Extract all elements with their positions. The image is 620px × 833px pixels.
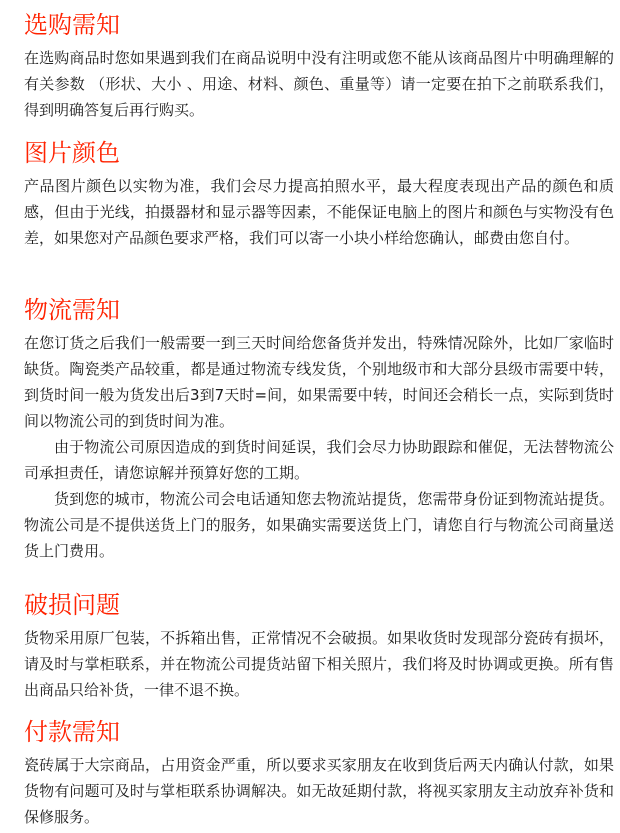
section-purchase-notice bbox=[24, 5, 614, 123]
section-title-payment-notice: 付款需知 bbox=[24, 718, 120, 746]
paragraph-logistics-3: 货到您的城市，物流公司会电话通知您去物流站提货，您需带身份证到物流站提货。物流公司是不提供送货上门的服务，如果确实需要送货上门，请您自行与物流公司商量送货上门费用。 bbox=[24, 490, 614, 560]
section-payment-notice bbox=[24, 712, 614, 830]
paragraph-payment-notice: 瓷砖属于大宗商品，占用资金严重，所以要求买家朋友在收到货后两天内确认付款，如果货物有问题可及时与掌柜联系协调解决。如无故延期付款，将视买家朋友主动放弃补货和保修服务。 bbox=[24, 756, 614, 826]
section-title-picture-color: 图片颜色 bbox=[24, 139, 120, 167]
section-title-damage-issues: 破损问题 bbox=[24, 591, 120, 619]
paragraph-logistics-2: 由于物流公司原因造成的到货时间延误，我们会尽力协助跟踪和催促，无法替物流公司承担责任，请您谅解并预算好您的工期。 bbox=[24, 438, 614, 482]
section-damage-issues bbox=[24, 585, 614, 703]
section-title-purchase-notice: 选购需知 bbox=[24, 11, 120, 39]
section-logistics-notice bbox=[24, 290, 614, 564]
paragraph-picture-color: 产品图片颜色以实物为准，我们会尽力提高拍照水平，最大程度表现出产品的颜色和质感，但由于光线，拍摄器材和显示器等因素，不能保证电脑上的图片和颜色与实物没有色差，如果您对产品颜色要求严格，我们可以寄一小块小样给您确认，邮费由您自付。 bbox=[24, 177, 614, 247]
paragraph-purchase-notice: 在选购商品时您如果遇到我们在商品说明中没有注明或您不能从该商品图片中明确理解的有关参数 （形状、大小 、用途、材料、颜色、重量等）请一定要在拍下之前联系我们，得到明确答复后再行购买。 bbox=[24, 49, 614, 119]
paragraph-damage-issues: 货物采用原厂包装，不拆箱出售，正常情况不会破损。如果收货时发现部分瓷砖有损坏，请及时与掌柜联系，并在物流公司提货站留下相关照片，我们将及时协调或更换。所有售出商品只给补货，一律不退不换。 bbox=[24, 629, 614, 699]
paragraph-logistics-1: 在您订货之后我们一般需要一到三天时间给您备货并发出，特殊情况除外，比如厂家临时缺货。陶瓷类产品较重，都是通过物流专线发货，个别地级市和大部分县级市需要中转，到货时间一般为货发出后3到7天时=间，如果需要中转，时间还会稍长一点，实际到货时间以物流公司的到货时间为准。 bbox=[24, 334, 614, 430]
section-title-logistics-notice: 物流需知 bbox=[24, 296, 120, 324]
section-picture-color bbox=[24, 133, 614, 251]
